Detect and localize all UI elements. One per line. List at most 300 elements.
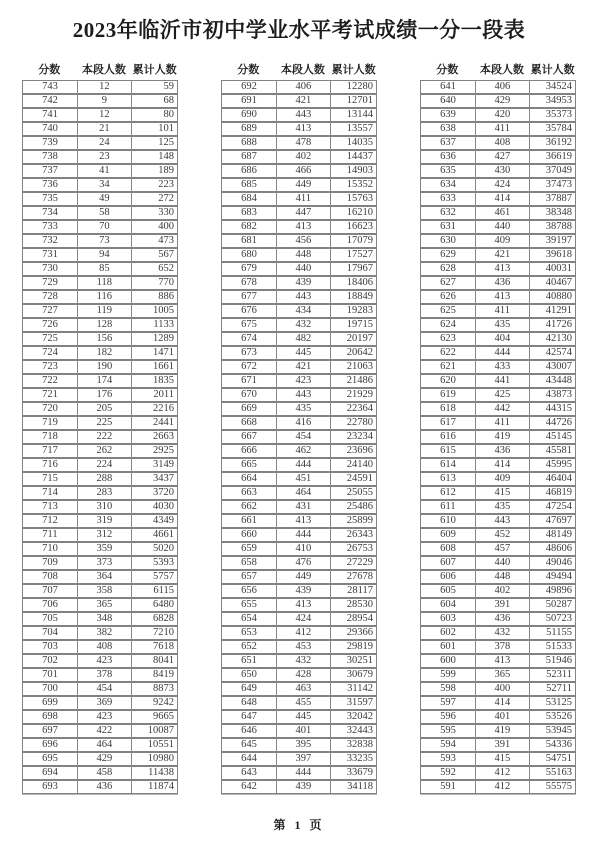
- score-cell: 629: [440, 249, 456, 260]
- segment-count-cell: 410: [276, 543, 330, 555]
- table-row: [221, 304, 377, 318]
- score-cell: 718: [42, 431, 58, 442]
- segment-count-cell: 288: [77, 473, 131, 485]
- cumulative-count-cell: 14035: [330, 137, 376, 149]
- score-cell: 598: [440, 683, 456, 694]
- score-cell: 599: [440, 669, 456, 680]
- score-cell: 719: [42, 417, 58, 428]
- cumulative-count-cell: 5020: [131, 543, 177, 555]
- segment-count-cell: 414: [475, 697, 529, 709]
- cumulative-count-cell: 3437: [131, 473, 177, 485]
- cumulative-count-cell: 770: [131, 277, 177, 289]
- segment-count-cell: 445: [276, 347, 330, 359]
- cumulative-count-cell: 51946: [529, 655, 575, 667]
- table-header-row: [221, 61, 377, 77]
- cumulative-count-cell: 22364: [330, 403, 376, 415]
- cumulative-count-cell: 652: [131, 263, 177, 275]
- segment-count-cell: 463: [276, 683, 330, 695]
- table-row: [22, 108, 178, 122]
- cumulative-count-cell: 1005: [131, 305, 177, 317]
- score-cell: 609: [440, 529, 456, 540]
- table-row: [420, 80, 576, 94]
- segment-count-cell: 222: [77, 431, 131, 443]
- score-cell: 688: [241, 137, 257, 148]
- segment-count-cell: 116: [77, 291, 131, 303]
- segment-count-cell: 447: [276, 207, 330, 219]
- cumulative-count-cell: 45581: [529, 445, 575, 457]
- score-cell: 681: [241, 235, 257, 246]
- score-cell: 657: [241, 571, 257, 582]
- cumulative-count-cell: 2925: [131, 445, 177, 457]
- segment-count-cell: 156: [77, 333, 131, 345]
- score-cell: 634: [440, 179, 456, 190]
- segment-count-cell: 432: [276, 319, 330, 331]
- segment-count-cell: 439: [276, 585, 330, 597]
- table-row: [420, 346, 576, 360]
- score-cell: 612: [440, 487, 456, 498]
- table-row: [420, 500, 576, 514]
- cumulative-count-cell: 14903: [330, 165, 376, 177]
- score-cell: 723: [42, 361, 58, 372]
- cumulative-count-cell: 7210: [131, 627, 177, 639]
- table-row: [420, 360, 576, 374]
- score-cell: 711: [42, 529, 58, 540]
- table-row: [420, 402, 576, 416]
- cumulative-count-cell: 10087: [131, 725, 177, 737]
- segment-count-cell: 432: [276, 655, 330, 667]
- cumulative-count-cell: 49896: [529, 585, 575, 597]
- score-cell: 701: [42, 669, 58, 680]
- table-row: [221, 472, 377, 486]
- table-row: [22, 290, 178, 304]
- table-row: [420, 430, 576, 444]
- table-row: [420, 332, 576, 346]
- table-row: [22, 332, 178, 346]
- table-row: [420, 318, 576, 332]
- cumulative-count-cell: 53945: [529, 725, 575, 737]
- table-row: [22, 598, 178, 612]
- table-row: [420, 164, 576, 178]
- score-cell: 734: [42, 207, 58, 218]
- cumulative-count-cell: 21486: [330, 375, 376, 387]
- score-cell: 623: [440, 333, 456, 344]
- table-row: [420, 556, 576, 570]
- cumulative-count-cell: 1471: [131, 347, 177, 359]
- segment-count-cell: 448: [276, 249, 330, 261]
- segment-count-cell: 414: [475, 193, 529, 205]
- segment-count-cell: 444: [276, 767, 330, 779]
- segment-count-cell: 422: [77, 725, 131, 737]
- table-row: [22, 654, 178, 668]
- score-cell: 733: [42, 221, 58, 232]
- score-cell: 606: [440, 571, 456, 582]
- table-row: [420, 472, 576, 486]
- segment-count-cell: 413: [475, 263, 529, 275]
- table-row: [420, 178, 576, 192]
- segment-count-cell: 411: [475, 305, 529, 317]
- cumulative-count-cell: 1133: [131, 319, 177, 331]
- cumulative-count-cell: 39197: [529, 235, 575, 247]
- score-cell: 712: [42, 515, 58, 526]
- segment-count-cell: 24: [77, 137, 131, 149]
- score-cell: 695: [42, 753, 58, 764]
- score-cell: 659: [241, 543, 257, 554]
- table-row: [221, 626, 377, 640]
- score-cell: 679: [241, 263, 257, 274]
- cumulative-count-cell: 13144: [330, 109, 376, 121]
- score-cell: 716: [42, 459, 58, 470]
- table-row: [221, 766, 377, 780]
- segment-count-cell: 21: [77, 123, 131, 135]
- table-row: [221, 374, 377, 388]
- table-row: [22, 626, 178, 640]
- cumulative-count-cell: 17079: [330, 235, 376, 247]
- segment-count-cell: 424: [276, 613, 330, 625]
- score-cell: 597: [440, 697, 456, 708]
- score-cell: 593: [440, 753, 456, 764]
- cumulative-count-cell: 12701: [330, 95, 376, 107]
- score-cell: 625: [440, 305, 456, 316]
- table-row: [420, 220, 576, 234]
- table-row: [221, 570, 377, 584]
- table-row: [22, 178, 178, 192]
- segment-count-cell: 408: [77, 641, 131, 653]
- score-cell: 660: [241, 529, 257, 540]
- segment-count-cell: 478: [276, 137, 330, 149]
- score-cell: 683: [241, 207, 257, 218]
- table-row: [420, 598, 576, 612]
- segment-count-cell: 312: [77, 529, 131, 541]
- segment-count-cell: 443: [276, 109, 330, 121]
- score-cell: 685: [241, 179, 257, 190]
- table-row: [22, 150, 178, 164]
- table-row: [420, 640, 576, 654]
- table-row: [221, 780, 377, 794]
- segment-count-cell: 205: [77, 403, 131, 415]
- segment-count-cell: 413: [276, 515, 330, 527]
- cumulative-count-cell: 272: [131, 193, 177, 205]
- segment-count-cell: 415: [475, 753, 529, 765]
- cumulative-count-cell: 50287: [529, 599, 575, 611]
- table-row: [221, 262, 377, 276]
- segment-count-cell: 451: [276, 473, 330, 485]
- segment-count-cell: 435: [276, 403, 330, 415]
- score-cell: 742: [42, 95, 58, 106]
- score-cell: 729: [42, 277, 58, 288]
- cumulative-count-cell: 9665: [131, 711, 177, 723]
- segment-count-cell: 425: [475, 389, 529, 401]
- score-cell: 636: [440, 151, 456, 162]
- table-row: [22, 430, 178, 444]
- segment-count-cell: 455: [276, 697, 330, 709]
- cumulative-count-cell: 37049: [529, 165, 575, 177]
- cumulative-count-cell: 15352: [330, 179, 376, 191]
- score-cell: 677: [241, 291, 257, 302]
- cumulative-count-cell: 101: [131, 123, 177, 135]
- page-title: 2023年临沂市初中学业水平考试成绩一分一段表: [72, 18, 526, 42]
- segment-count-cell: 444: [276, 529, 330, 541]
- score-cell: 651: [241, 655, 257, 666]
- table-row: [22, 766, 178, 780]
- table-row: [221, 696, 377, 710]
- table-row: [221, 136, 377, 150]
- cumulative-count-cell: 45995: [529, 459, 575, 471]
- cumulative-count-cell: 189: [131, 165, 177, 177]
- table-row: [22, 374, 178, 388]
- segment-count-cell: 128: [77, 319, 131, 331]
- cumulative-count-cell: 33679: [330, 767, 376, 779]
- segment-count-cell: 406: [276, 81, 330, 93]
- cumulative-count-cell: 26753: [330, 543, 376, 555]
- segment-count-cell: 119: [77, 305, 131, 317]
- cumulative-count-cell: 49046: [529, 557, 575, 569]
- score-cell: 641: [440, 81, 456, 92]
- table-row: [22, 668, 178, 682]
- cumulative-count-cell: 40880: [529, 291, 575, 303]
- score-cell: 707: [42, 585, 58, 596]
- cumulative-count-cell: 17527: [330, 249, 376, 261]
- segment-count-cell: 411: [276, 193, 330, 205]
- table-row: [420, 780, 576, 794]
- table-row: [221, 458, 377, 472]
- score-cell: 602: [440, 627, 456, 638]
- score-cell: 725: [42, 333, 58, 344]
- table-row: [22, 500, 178, 514]
- table-row: [221, 122, 377, 136]
- segment-count-cell: 462: [276, 445, 330, 457]
- table-row: [22, 528, 178, 542]
- cumulative-count-cell: 19715: [330, 319, 376, 331]
- table-row: [420, 458, 576, 472]
- segment-count-cell: 416: [276, 417, 330, 429]
- table-row: [221, 220, 377, 234]
- segment-count-cell: 423: [77, 711, 131, 723]
- cumulative-count-cell: 36619: [529, 151, 575, 163]
- score-cell: 721: [42, 389, 58, 400]
- score-cell: 709: [42, 557, 58, 568]
- segment-count-cell: 413: [276, 123, 330, 135]
- score-cell: 656: [241, 585, 257, 596]
- segment-count-cell: 457: [475, 543, 529, 555]
- table-row: [420, 108, 576, 122]
- cumulative-count-cell: 23234: [330, 431, 376, 443]
- score-cell: 736: [42, 179, 58, 190]
- score-cell: 646: [241, 725, 257, 736]
- score-cell: 658: [241, 557, 257, 568]
- cumulative-count-cell: 52711: [529, 683, 575, 695]
- segment-count-cell: 412: [276, 627, 330, 639]
- score-cell: 632: [440, 207, 456, 218]
- score-cell: 643: [241, 767, 257, 778]
- score-cell: 738: [42, 151, 58, 162]
- segment-count-cell: 402: [276, 151, 330, 163]
- table-row: [221, 612, 377, 626]
- cumulative-count-cell: 51155: [529, 627, 575, 639]
- cumulative-count-cell: 29819: [330, 641, 376, 653]
- segment-count-cell: 436: [77, 781, 131, 793]
- cumulative-count-cell: 2011: [131, 389, 177, 401]
- segment-count-cell: 401: [276, 725, 330, 737]
- cumulative-count-cell: 34118: [330, 781, 376, 793]
- table-row: [221, 584, 377, 598]
- score-cell: 696: [42, 739, 58, 750]
- table-row: [420, 444, 576, 458]
- score-cell: 663: [241, 487, 257, 498]
- score-cell: 720: [42, 403, 58, 414]
- score-cell: 710: [42, 543, 58, 554]
- score-cell: 633: [440, 193, 456, 204]
- cumulative-count-cell: 4349: [131, 515, 177, 527]
- table-row: [221, 318, 377, 332]
- score-cell: 678: [241, 277, 257, 288]
- table-row: [22, 122, 178, 136]
- table-row: [420, 528, 576, 542]
- segment-count-cell: 70: [77, 221, 131, 233]
- segment-count-cell: 34: [77, 179, 131, 191]
- segment-count-cell: 435: [475, 319, 529, 331]
- segment-count-cell: 359: [77, 543, 131, 555]
- segment-count-cell: 174: [77, 375, 131, 387]
- score-cell: 705: [42, 613, 58, 624]
- score-cell: 728: [42, 291, 58, 302]
- table-row: [420, 612, 576, 626]
- segment-count-cell: 365: [475, 669, 529, 681]
- table-row: [22, 402, 178, 416]
- score-cell: 595: [440, 725, 456, 736]
- table-row: [22, 234, 178, 248]
- segment-count-cell: 436: [475, 613, 529, 625]
- cumulative-count-cell: 125: [131, 137, 177, 149]
- column-header: 本段人数: [479, 64, 524, 76]
- table-row: [22, 710, 178, 724]
- table-header-row: [420, 61, 576, 77]
- cumulative-count-cell: 16623: [330, 221, 376, 233]
- segment-count-cell: 439: [276, 277, 330, 289]
- cumulative-count-cell: 80: [131, 109, 177, 121]
- cumulative-count-cell: 25899: [330, 515, 376, 527]
- score-cell: 630: [440, 235, 456, 246]
- score-cell: 684: [241, 193, 257, 204]
- score-cell: 689: [241, 123, 257, 134]
- table-row: [420, 486, 576, 500]
- score-cell: 666: [241, 445, 257, 456]
- cumulative-count-cell: 32838: [330, 739, 376, 751]
- segment-count-cell: 421: [276, 361, 330, 373]
- score-cell: 708: [42, 571, 58, 582]
- table-row: [22, 570, 178, 584]
- cumulative-count-cell: 11438: [131, 767, 177, 779]
- score-cell: 638: [440, 123, 456, 134]
- table-row: [22, 542, 178, 556]
- cumulative-count-cell: 3720: [131, 487, 177, 499]
- cumulative-count-cell: 19283: [330, 305, 376, 317]
- segment-count-cell: 464: [77, 739, 131, 751]
- table-row: [221, 752, 377, 766]
- cumulative-count-cell: 53526: [529, 711, 575, 723]
- score-cell: 717: [42, 445, 58, 456]
- score-cell: 675: [241, 319, 257, 330]
- segment-count-cell: 449: [276, 179, 330, 191]
- cumulative-count-cell: 31597: [330, 697, 376, 709]
- table-row: [22, 80, 178, 94]
- table-row: [22, 458, 178, 472]
- score-cell: 592: [440, 767, 456, 778]
- cumulative-count-cell: 37887: [529, 193, 575, 205]
- table-row: [22, 94, 178, 108]
- score-cell: 664: [241, 473, 257, 484]
- cumulative-count-cell: 9242: [131, 697, 177, 709]
- score-cell: 637: [440, 137, 456, 148]
- cumulative-count-cell: 32042: [330, 711, 376, 723]
- cumulative-count-cell: 886: [131, 291, 177, 303]
- cumulative-count-cell: 35784: [529, 123, 575, 135]
- cumulative-count-cell: 15763: [330, 193, 376, 205]
- table-row: [221, 192, 377, 206]
- table-row: [420, 654, 576, 668]
- table-row: [420, 122, 576, 136]
- cumulative-count-cell: 68: [131, 95, 177, 107]
- cumulative-count-cell: 35373: [529, 109, 575, 121]
- segment-count-cell: 461: [475, 207, 529, 219]
- segment-count-cell: 428: [276, 669, 330, 681]
- cumulative-count-cell: 42130: [529, 333, 575, 345]
- segment-count-cell: 440: [475, 557, 529, 569]
- score-cell: 682: [241, 221, 257, 232]
- cumulative-count-cell: 20642: [330, 347, 376, 359]
- table-header-row: [22, 61, 178, 77]
- cumulative-count-cell: 21929: [330, 389, 376, 401]
- score-cell: 714: [42, 487, 58, 498]
- column-header: 本段人数: [280, 64, 325, 76]
- segment-count-cell: 421: [276, 95, 330, 107]
- segment-count-cell: 391: [475, 739, 529, 751]
- table-row: [420, 724, 576, 738]
- table-row: [221, 654, 377, 668]
- table-row: [221, 528, 377, 542]
- cumulative-count-cell: 6828: [131, 613, 177, 625]
- cumulative-count-cell: 8873: [131, 683, 177, 695]
- table-row: [221, 150, 377, 164]
- cumulative-count-cell: 48149: [529, 529, 575, 541]
- score-cell: 724: [42, 347, 58, 358]
- segment-count-cell: 12: [77, 81, 131, 93]
- table-row: [221, 290, 377, 304]
- column-header: 累计人数: [530, 64, 575, 76]
- score-cell: 713: [42, 501, 58, 512]
- score-cell: 706: [42, 599, 58, 610]
- segment-count-cell: 395: [276, 739, 330, 751]
- cumulative-count-cell: 29366: [330, 627, 376, 639]
- cumulative-count-cell: 32443: [330, 725, 376, 737]
- segment-count-cell: 415: [475, 487, 529, 499]
- segment-count-cell: 12: [77, 109, 131, 121]
- score-cell: 662: [241, 501, 257, 512]
- score-cell: 699: [42, 697, 58, 708]
- cumulative-count-cell: 54751: [529, 753, 575, 765]
- segment-count-cell: 402: [475, 585, 529, 597]
- cumulative-count-cell: 28530: [330, 599, 376, 611]
- score-cell: 605: [440, 585, 456, 596]
- column-header: 分数: [237, 64, 260, 76]
- score-cell: 616: [440, 431, 456, 442]
- segment-count-cell: 413: [475, 655, 529, 667]
- cumulative-count-cell: 42574: [529, 347, 575, 359]
- cumulative-count-cell: 53125: [529, 697, 575, 709]
- cumulative-count-cell: 567: [131, 249, 177, 261]
- segment-count-cell: 440: [276, 263, 330, 275]
- segment-count-cell: 414: [475, 459, 529, 471]
- score-cell: 740: [42, 123, 58, 134]
